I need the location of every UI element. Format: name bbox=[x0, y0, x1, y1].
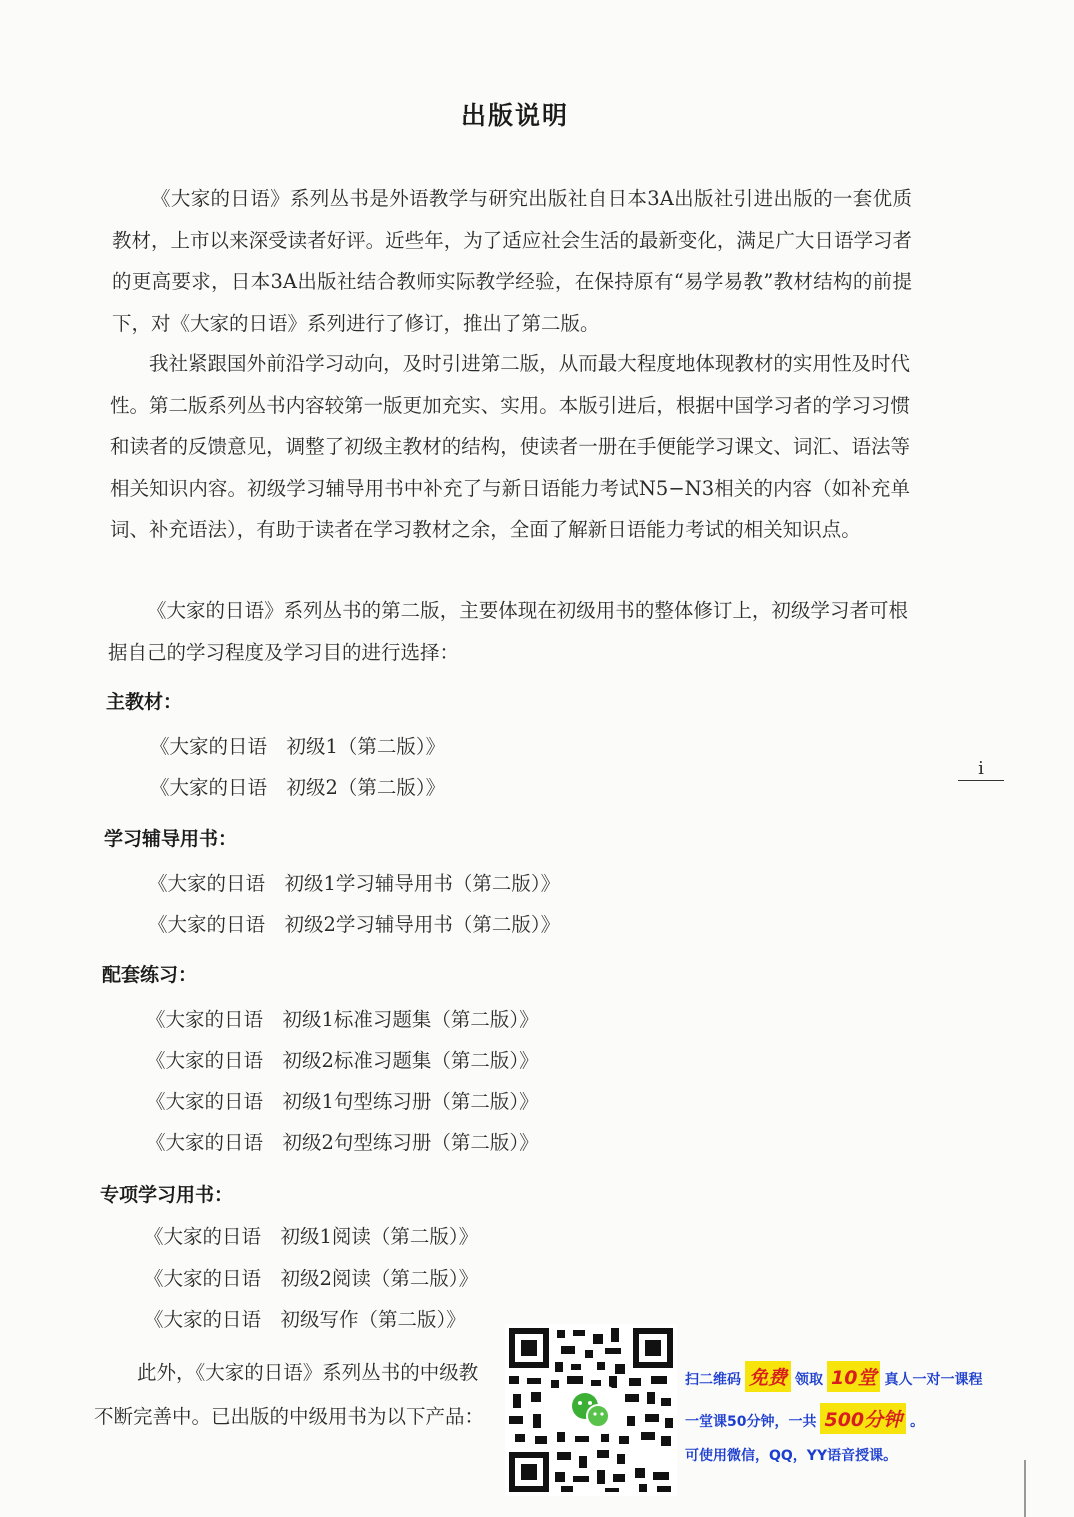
qr-code-graphic bbox=[505, 1324, 677, 1496]
book-title: 《大家的日语 初级1（第二版）》 bbox=[150, 735, 446, 758]
book-title: 《大家的日语 初级1标准习题集（第二版）》 bbox=[146, 1008, 539, 1031]
section-heading-study-guide: 学习辅导用书： bbox=[104, 828, 238, 850]
book-title: 《大家的日语 初级1句型练习册（第二版）》 bbox=[146, 1090, 539, 1113]
book-title: 《大家的日语 初级2标准习题集（第二版）》 bbox=[146, 1049, 539, 1072]
scan-edge-line bbox=[1024, 1460, 1026, 1517]
page-number: i bbox=[958, 758, 1004, 781]
ad-line-offer bbox=[685, 1361, 982, 1392]
book-title: 《大家的日语 初级2句型练习册（第二版）》 bbox=[146, 1131, 539, 1154]
section-heading-exercises: 配套练习： bbox=[102, 964, 198, 986]
closing-line: 此外，《大家的日语》系列丛书的中级教 bbox=[137, 1361, 479, 1384]
ad-text: 一堂课50分钟，一共 bbox=[685, 1414, 817, 1430]
ad-highlight-free: 免费 bbox=[745, 1361, 791, 1392]
ad-line-platforms: 可使用微信，QQ，YY语音授课。 bbox=[685, 1448, 898, 1464]
ad-highlight-count: 10堂 bbox=[827, 1361, 880, 1392]
closing-line: 不断完善中。已出版的中级用书为以下产品： bbox=[94, 1405, 485, 1428]
ad-highlight-total: 500分钟 bbox=[820, 1403, 906, 1434]
book-title: 《大家的日语 初级2（第二版）》 bbox=[150, 776, 446, 799]
ad-text: 真人一对一课程 bbox=[884, 1372, 983, 1388]
book-title: 《大家的日语 初级1阅读（第二版）》 bbox=[144, 1225, 479, 1248]
ad-text: 扫二维码 bbox=[685, 1372, 741, 1388]
paragraph-selection: 《大家的日语》系列丛书的第二版，主要体现在初级用书的整体修订上，初级学习者可根据自己的学习程度及学习目的进行选择： bbox=[108, 599, 908, 664]
book-title: 《大家的日语 初级1学习辅导用书（第二版）》 bbox=[148, 872, 561, 895]
ad-text: 。 bbox=[910, 1414, 925, 1430]
section-heading-main-textbook: 主教材： bbox=[106, 691, 183, 713]
book-title: 《大家的日语 初级2阅读（第二版）》 bbox=[144, 1267, 479, 1290]
paragraph-second-edition: 我社紧跟国外前沿学习动向，及时引进第二版，从而最大程度地体现教材的实用性及时代性。第二版系列丛书内容较第一版更加充实、实用。本版引进后，根据中国学习者的学习习惯和读者的反馈意见，调整了初级主教材的结构，使读者一册在手便能学习课文、词汇、语法等相关知识内容。初级学习辅导用书中补充了与新日语能力考试N5−N3相关的内容（如补充单词、补充语法），有助于读者在学习教材之余，全面了解新日语能力考试的相关知识点。 bbox=[110, 352, 910, 541]
book-title: 《大家的日语 初级2学习辅导用书（第二版）》 bbox=[148, 913, 561, 936]
section-heading-special-study: 专项学习用书： bbox=[100, 1184, 234, 1206]
ad-text: 领取 bbox=[795, 1372, 824, 1388]
page-title: 出版说明 bbox=[460, 101, 569, 130]
paragraph-intro: 《大家的日语》系列丛书是外语教学与研究出版社自日本3A出版社引进出版的一套优质教材，上市以来深受读者好评。近些年，为了适应社会生活的最新变化，满足广大日语学习者的更高要求，日本3A出版社结合教师实际教学经验，在保持原有“易学易教”教材结构的前提下，对《大家的日语》系列进行了修订，推出了第二版。 bbox=[112, 187, 912, 335]
qr-code[interactable] bbox=[505, 1324, 677, 1496]
ad-line-duration bbox=[685, 1403, 924, 1434]
book-title: 《大家的日语 初级写作（第二版）》 bbox=[144, 1308, 466, 1331]
